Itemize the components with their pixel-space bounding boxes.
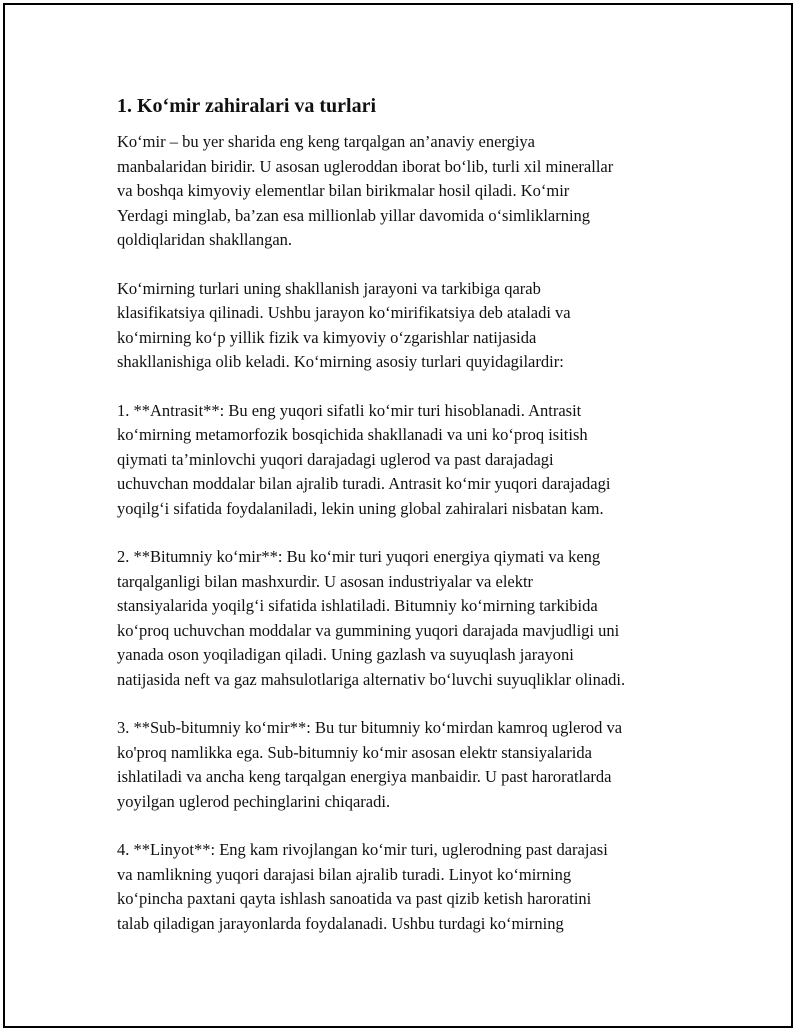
text-line: shakllanishiga olib keladi. Ko‘mirning asosiy turlari quyidagilardir: <box>117 352 564 371</box>
text-line: ko‘mirning metamorfozik bosqichida shakllanadi va uni ko‘proq isitish <box>117 425 588 444</box>
text-line: ko‘pincha paxtani qayta ishlash sanoatida va past qizib ketish haroratini <box>117 889 592 908</box>
paragraph-linyot <box>117 838 697 936</box>
text-line: yoqilg‘i sifatida foydalaniladi, lekin uning global zahiralari nisbatan kam. <box>117 498 604 518</box>
text-line: Ko‘mir – bu yer sharida eng keng tarqalgan an’anaviy energiya <box>117 132 535 151</box>
paragraph-intro <box>117 130 697 253</box>
text-line: 4. **Linyot**: Eng kam rivojlangan ko‘mir turi, uglerodning past darajasi <box>117 840 608 859</box>
text-line: qiymati ta’minlovchi yuqori darajadagi uglerod va past darajadagi <box>117 449 554 469</box>
document-body <box>117 94 697 960</box>
text-line: Ko‘mirning turlari uning shakllanish jarayoni va tarkibiga qarab <box>117 278 541 298</box>
paragraph-antrasit <box>117 399 697 522</box>
paragraph-types-overview <box>117 277 697 375</box>
text-line: ko‘mirning ko‘p yillik fizik va kimyoviy o‘zgarishlar natijasida <box>117 327 537 347</box>
text-line: tarqalganligi bilan mashxurdir. U asosan industriyalar va elektr <box>117 571 534 591</box>
text-line: 2. **Bitumniy ko‘mir**: Bu ko‘mir turi yuqori energiya qiymati va keng <box>117 547 601 566</box>
text-line: natijasida neft va gaz mahsulotlariga alternativ bo‘luvchi suyuqliklar olinadi. <box>117 669 626 689</box>
text-line: ko‘proq uchuvchan moddalar va gummining yuqori darajada mavjudligi uni <box>117 620 620 640</box>
text-line: va namlikning yuqori darajasi bilan ajralib turadi. Linyot ko‘mirning <box>117 864 572 884</box>
text-line: manbalaridan biridir. U asosan ugleroddan iborat bo‘lib, turli xil minerallar <box>117 156 614 176</box>
text-line: ishlatiladi va ancha keng tarqalgan energiya manbaidir. U past haroratlarda <box>117 767 612 786</box>
text-line: yoyilgan uglerod pechinglarini chiqaradi. <box>117 791 391 811</box>
text-line: yanada oson yoqiladigan qiladi. Uning gazlash va suyuqlash jarayoni <box>117 645 574 664</box>
section-heading: 1. Ko‘mir zahiralari va turlari <box>117 95 377 117</box>
text-line: Yerdagi minglab, ba’zan esa millionlab yillar davomida o‘simliklarning <box>117 205 591 225</box>
text-line: klasifikatsiya qilinadi. Ushbu jarayon ko‘mirifikatsiya deb ataladi va <box>117 303 571 322</box>
paragraph-bitumniy <box>117 545 697 692</box>
paragraph-sub-bitumniy <box>117 716 697 814</box>
text-line: 3. **Sub-bitumniy ko‘mir**: Bu tur bitumniy ko‘mirdan kamroq uglerod va <box>117 718 623 737</box>
text-line: ko'proq namlikka ega. Sub-bitumniy ko‘mir asosan elektr stansiyalarida <box>117 742 592 762</box>
text-line: qoldiqlaridan shakllangan. <box>117 230 293 249</box>
text-line: 1. **Antrasit**: Bu eng yuqori sifatli ko‘mir turi hisoblanadi. Antrasit <box>117 400 582 420</box>
text-line: talab qiladigan jarayonlarda foydalanadi. Ushbu turdagi ko‘mirning <box>117 913 564 933</box>
text-line: va boshqa kimyoviy elementlar bilan birikmalar hosil qiladi. Ko‘mir <box>117 181 570 200</box>
text-line: stansiyalarida yoqilg‘i sifatida ishlatiladi. Bitumniy ko‘mirning tarkibida <box>117 596 598 615</box>
text-line: uchuvchan moddalar bilan ajralib turadi. Antrasit ko‘mir yuqori darajadagi <box>117 474 611 493</box>
